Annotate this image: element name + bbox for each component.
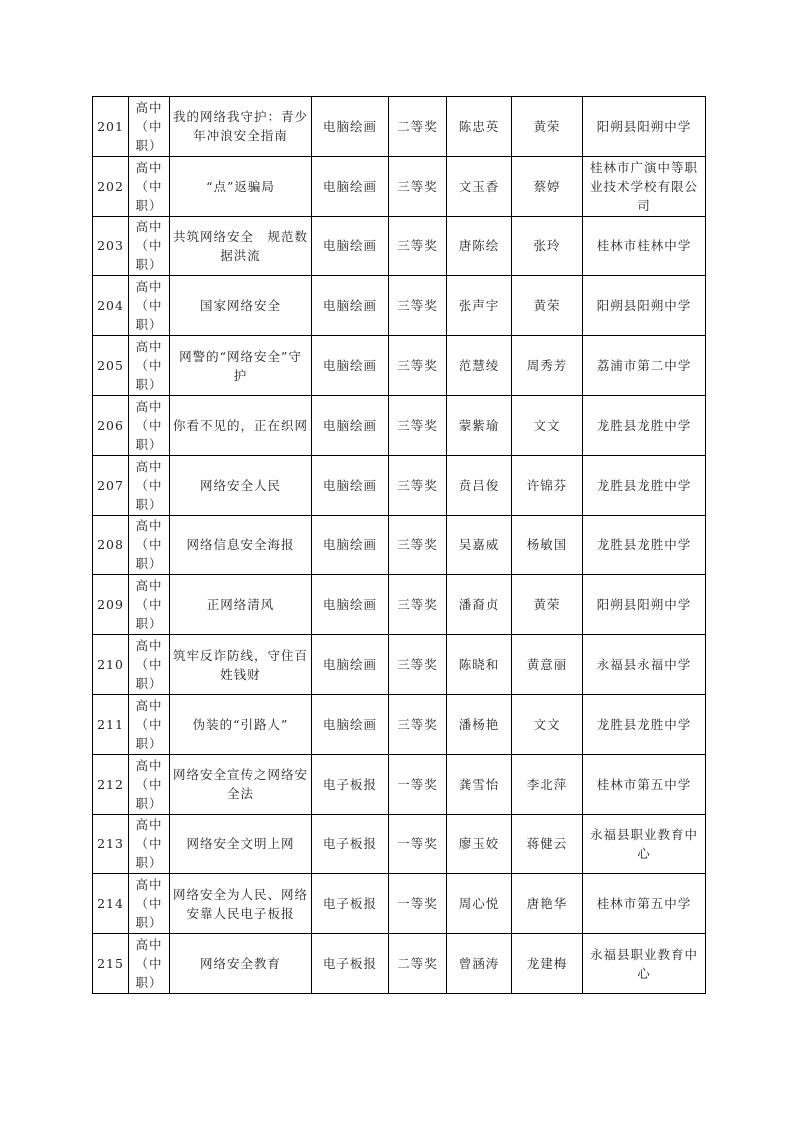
award-level: 三等奖 — [389, 575, 447, 635]
work-title: 国家网络安全 — [170, 276, 312, 336]
teacher-name: 杨敏国 — [512, 515, 583, 575]
student-name: 张声宇 — [447, 276, 512, 336]
student-name: 曾涵涛 — [447, 934, 512, 994]
table-row — [93, 97, 706, 157]
table-row — [93, 455, 706, 515]
award-table — [92, 96, 706, 994]
table-row — [93, 874, 706, 934]
work-category: 电脑绘画 — [312, 336, 389, 396]
school-level: 高中（中职） — [129, 336, 170, 396]
entry-number: 212 — [93, 754, 129, 814]
student-name: 陈晓和 — [447, 635, 512, 695]
teacher-name: 龙建梅 — [512, 934, 583, 994]
work-title: 正网络清风 — [170, 575, 312, 635]
award-level: 二等奖 — [389, 934, 447, 994]
school-level: 高中（中职） — [129, 575, 170, 635]
table-row — [93, 754, 706, 814]
table-row — [93, 156, 706, 216]
work-category: 电脑绘画 — [312, 455, 389, 515]
entry-number: 209 — [93, 575, 129, 635]
school-name: 荔浦市第二中学 — [583, 336, 706, 396]
table-row — [93, 814, 706, 874]
table-row — [93, 276, 706, 336]
student-name: 蒙紫瑜 — [447, 395, 512, 455]
student-name: 周心悦 — [447, 874, 512, 934]
teacher-name: 蒋健云 — [512, 814, 583, 874]
award-level: 三等奖 — [389, 156, 447, 216]
school-name: 龙胜县龙胜中学 — [583, 515, 706, 575]
teacher-name: 黄荣 — [512, 97, 583, 157]
table-row — [93, 635, 706, 695]
school-name: 桂林市广演中等职业技术学校有限公司 — [583, 156, 706, 216]
school-level: 高中（中职） — [129, 455, 170, 515]
award-level: 三等奖 — [389, 216, 447, 276]
school-name: 龙胜县龙胜中学 — [583, 694, 706, 754]
table-row — [93, 515, 706, 575]
work-category: 电脑绘画 — [312, 97, 389, 157]
entry-number: 208 — [93, 515, 129, 575]
award-level: 一等奖 — [389, 754, 447, 814]
entry-number: 205 — [93, 336, 129, 396]
award-level: 三等奖 — [389, 395, 447, 455]
award-level: 一等奖 — [389, 814, 447, 874]
work-category: 电子板报 — [312, 934, 389, 994]
school-level: 高中（中职） — [129, 395, 170, 455]
teacher-name: 文文 — [512, 694, 583, 754]
school-level: 高中（中职） — [129, 276, 170, 336]
school-level: 高中（中职） — [129, 515, 170, 575]
award-level: 三等奖 — [389, 276, 447, 336]
award-level: 三等奖 — [389, 635, 447, 695]
entry-number: 214 — [93, 874, 129, 934]
work-category: 电脑绘画 — [312, 156, 389, 216]
work-title: 伪装的“引路人” — [170, 694, 312, 754]
work-title: 我的网络我守护：青少年冲浪安全指南 — [170, 97, 312, 157]
school-level: 高中（中职） — [129, 934, 170, 994]
work-category: 电脑绘画 — [312, 635, 389, 695]
student-name: 廖玉姣 — [447, 814, 512, 874]
entry-number: 206 — [93, 395, 129, 455]
student-name: 潘裔贞 — [447, 575, 512, 635]
student-name: 贲吕俊 — [447, 455, 512, 515]
work-title: 网警的“网络安全”守护 — [170, 336, 312, 396]
entry-number: 211 — [93, 694, 129, 754]
school-name: 永福县职业教育中心 — [583, 934, 706, 994]
work-title: 网络安全宣传之网络安全法 — [170, 754, 312, 814]
table-row — [93, 395, 706, 455]
work-title: 筑牢反诈防线，守住百姓钱财 — [170, 635, 312, 695]
school-level: 高中（中职） — [129, 156, 170, 216]
school-name: 桂林市第五中学 — [583, 874, 706, 934]
school-name: 阳朔县阳朔中学 — [583, 276, 706, 336]
work-category: 电脑绘画 — [312, 694, 389, 754]
table-row — [93, 575, 706, 635]
work-title: 网络安全人民 — [170, 455, 312, 515]
student-name: 范慧绫 — [447, 336, 512, 396]
table-row — [93, 934, 706, 994]
work-category: 电子板报 — [312, 754, 389, 814]
school-name: 桂林市桂林中学 — [583, 216, 706, 276]
teacher-name: 张玲 — [512, 216, 583, 276]
student-name: 龚雪怡 — [447, 754, 512, 814]
teacher-name: 蔡婷 — [512, 156, 583, 216]
student-name: 文玉香 — [447, 156, 512, 216]
table-row — [93, 694, 706, 754]
entry-number: 213 — [93, 814, 129, 874]
teacher-name: 唐艳华 — [512, 874, 583, 934]
work-category: 电子板报 — [312, 874, 389, 934]
teacher-name: 黄荣 — [512, 575, 583, 635]
entry-number: 203 — [93, 216, 129, 276]
school-name: 龙胜县龙胜中学 — [583, 455, 706, 515]
school-name: 阳朔县阳朔中学 — [583, 97, 706, 157]
school-level: 高中（中职） — [129, 216, 170, 276]
award-level: 一等奖 — [389, 874, 447, 934]
work-category: 电脑绘画 — [312, 276, 389, 336]
student-name: 唐陈绘 — [447, 216, 512, 276]
award-level: 三等奖 — [389, 455, 447, 515]
award-level: 三等奖 — [389, 515, 447, 575]
work-title: 网络安全教育 — [170, 934, 312, 994]
work-title: 网络安全文明上网 — [170, 814, 312, 874]
student-name: 陈忠英 — [447, 97, 512, 157]
work-category: 电脑绘画 — [312, 515, 389, 575]
teacher-name: 黄意丽 — [512, 635, 583, 695]
entry-number: 215 — [93, 934, 129, 994]
school-level: 高中（中职） — [129, 97, 170, 157]
teacher-name: 周秀芳 — [512, 336, 583, 396]
work-category: 电脑绘画 — [312, 575, 389, 635]
school-level: 高中（中职） — [129, 874, 170, 934]
work-category: 电脑绘画 — [312, 216, 389, 276]
entry-number: 204 — [93, 276, 129, 336]
teacher-name: 许锦芬 — [512, 455, 583, 515]
school-name: 龙胜县龙胜中学 — [583, 395, 706, 455]
table-body — [93, 97, 706, 994]
award-level: 二等奖 — [389, 97, 447, 157]
work-title: 你看不见的，正在织网 — [170, 395, 312, 455]
school-level: 高中（中职） — [129, 754, 170, 814]
school-name: 阳朔县阳朔中学 — [583, 575, 706, 635]
entry-number: 202 — [93, 156, 129, 216]
teacher-name: 文文 — [512, 395, 583, 455]
work-category: 电子板报 — [312, 814, 389, 874]
school-name: 桂林市第五中学 — [583, 754, 706, 814]
award-level: 三等奖 — [389, 336, 447, 396]
work-category: 电脑绘画 — [312, 395, 389, 455]
school-name: 永福县永福中学 — [583, 635, 706, 695]
student-name: 吴嘉威 — [447, 515, 512, 575]
work-title: 共筑网络安全 规范数据洪流 — [170, 216, 312, 276]
work-title: 网络安全为人民、网络安靠人民电子板报 — [170, 874, 312, 934]
student-name: 潘杨艳 — [447, 694, 512, 754]
table-row — [93, 216, 706, 276]
table-row — [93, 336, 706, 396]
teacher-name: 黄荣 — [512, 276, 583, 336]
school-level: 高中（中职） — [129, 694, 170, 754]
entry-number: 201 — [93, 97, 129, 157]
school-level: 高中（中职） — [129, 635, 170, 695]
award-level: 三等奖 — [389, 694, 447, 754]
work-title: “点”返骗局 — [170, 156, 312, 216]
work-title: 网络信息安全海报 — [170, 515, 312, 575]
entry-number: 210 — [93, 635, 129, 695]
school-name: 永福县职业教育中心 — [583, 814, 706, 874]
teacher-name: 李北萍 — [512, 754, 583, 814]
entry-number: 207 — [93, 455, 129, 515]
school-level: 高中（中职） — [129, 814, 170, 874]
